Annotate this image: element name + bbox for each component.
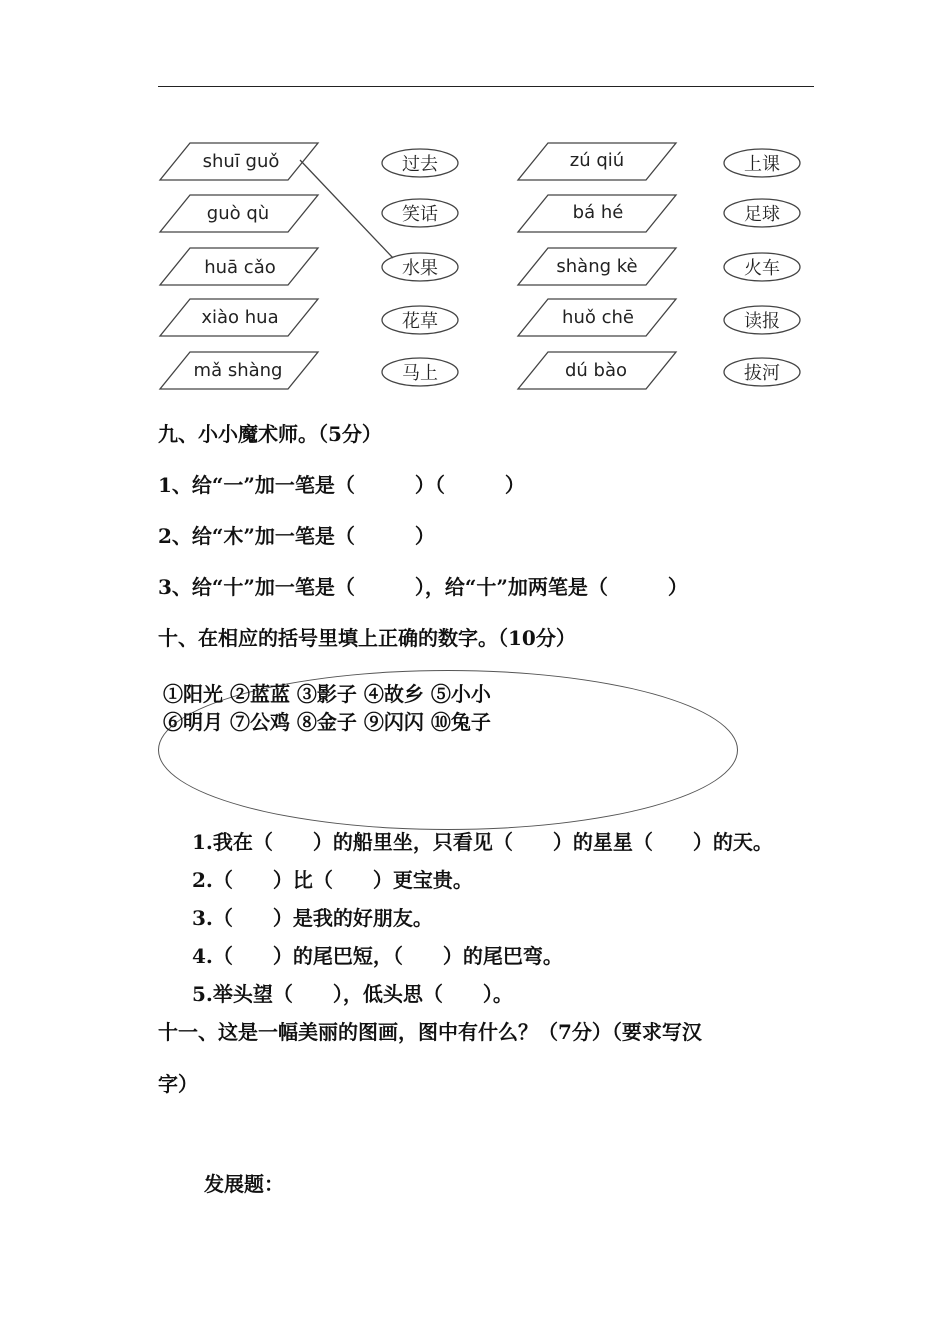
section9-heading: 九、小小魔术师。（5分）: [158, 422, 382, 446]
section10-heading: 十、在相应的括号里填上正确的数字。（10分）: [158, 626, 576, 650]
word-label: 读报: [744, 311, 780, 332]
fill-sentence-5: 5.举头望（ ），低头思（ ）。: [192, 982, 513, 1006]
word-label: 花草: [402, 311, 438, 332]
pinyin-label: xiào hua: [201, 307, 279, 328]
section9-question-1: 1、给“一”加一笔是（ ）（ ）: [158, 473, 525, 497]
development-question-label: 发展题：: [204, 1172, 284, 1196]
word-label: 马上: [402, 363, 438, 384]
left-pinyin-group: [160, 143, 318, 389]
right-pinyin-group: [518, 143, 676, 389]
pinyin-label: bá hé: [572, 202, 624, 223]
pinyin-label: shuī guǒ: [202, 151, 280, 172]
right-word-group: [724, 149, 800, 386]
word-bank-row-2: ⑥明月 ⑦公鸡 ⑧金子 ⑨闪闪 ⑩兔子: [163, 710, 491, 734]
pinyin-label: huā cǎo: [204, 257, 276, 278]
left-word-group: [382, 149, 458, 386]
pinyin-matching-exercise: [0, 0, 950, 410]
word-label: 水果: [402, 258, 438, 279]
fill-sentence-4: 4.（ ）的尾巴短，（ ）的尾巴弯。: [192, 944, 563, 968]
pinyin-label: huǒ chē: [562, 307, 634, 328]
pinyin-label: shàng kè: [556, 256, 638, 277]
fill-sentence-3: 3.（ ）是我的好朋友。: [192, 906, 433, 930]
word-bank-row-1: ①阳光 ②蓝蓝 ③影子 ④故乡 ⑤小小: [163, 682, 491, 706]
word-label: 拔河: [744, 363, 780, 384]
fill-sentence-1: 1.我在（ ）的船里坐，只看见（ ）的星星（ ）的天。: [192, 830, 773, 854]
word-label: 足球: [744, 204, 780, 225]
pinyin-label: zú qiú: [569, 150, 625, 171]
pinyin-label: dú bào: [564, 360, 628, 381]
pinyin-label: mǎ shàng: [193, 360, 283, 381]
fill-sentence-2: 2.（ ）比（ ）更宝贵。: [192, 868, 473, 892]
pinyin-label: guò qù: [206, 203, 270, 224]
word-label: 上课: [744, 154, 780, 175]
word-label: 过去: [402, 154, 438, 175]
section11-heading: 十一、这是一幅美丽的图画，图中有什么？（7分）（要求写汉: [158, 1020, 702, 1044]
word-label: 笑话: [402, 204, 438, 225]
section11-heading-continued: 字）: [158, 1072, 198, 1096]
word-label: 火车: [744, 258, 780, 279]
match-connector-line: [300, 160, 393, 258]
section9-question-3: 3、给“十”加一笔是（ ），给“十”加两笔是（ ）: [158, 575, 688, 599]
section9-question-2: 2、给“木”加一笔是（ ）: [158, 524, 435, 548]
